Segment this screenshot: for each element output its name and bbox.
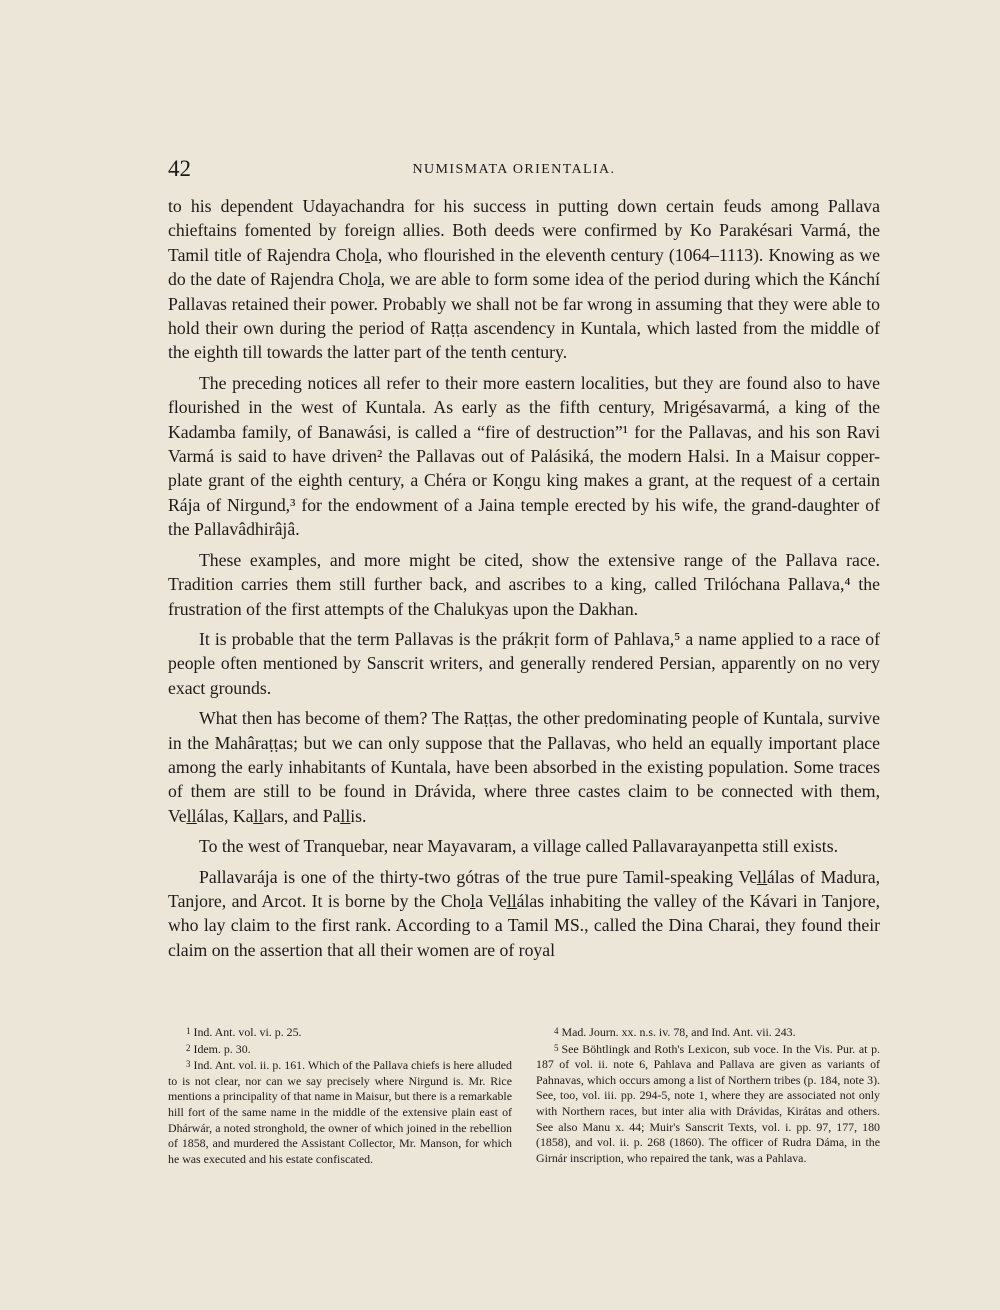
footnote-text: Mad. Journ. xx. n.s. iv. 78, and Ind. Ant. vii. 243.	[561, 1025, 796, 1039]
paragraph: to his dependent Udayachandra for his success in putting down certain feuds among Pallava chieftains fomented by foreign allies. Both deeds were confirmed by Ko Parakésari Varmá, the Tamil title of Rajendra Choḻa, who flourished in the eleventh century (1064–1113). Knowing as we do the date of Rajendra Choḻa, we are able to form some idea of the period during which the Kánchí Pallavas retained their power. Probably we shall not be far wrong in assuming that they were able to hold their own during the period of Raṭṭa ascendency in Kuntala, which lasted from the middle of the eighth till towards the latter part of the tenth century.	[168, 196, 880, 363]
footnote	[168, 1041, 512, 1058]
footnote	[168, 1024, 512, 1041]
paragraph: These examples, and more might be cited, show the extensive range of the Pallava race. Tradition carries them still further back, and ascribes to a king, called Trilóchana Pallava,⁴ the frustration of the first attempts of the Chalukyas upon the Dakhan.	[168, 549, 880, 619]
paragraph: It is probable that the term Pallavas is the prákṛit form of Pahlava,⁵ a name applied to a race of people often mentioned by Sanscrit writers, and generally rendered Persian, apparently on no very exact grounds.	[168, 628, 880, 698]
footnote	[536, 1041, 880, 1167]
paragraph: Pallavarája is one of the thirty-two gótras of the true pure Tamil-speaking Veḻḻálas of Madura, Tanjore, and Arcot. It is borne by the Choḻa Veḻḻálas inhabiting the valley of the Kávari in Tanjore, who lay claim to the first rank. According to a Tamil MS., called the Dina Charai, they found their claim on the assertion that all their women are of royal	[168, 866, 880, 960]
footnote	[168, 1057, 512, 1167]
footnote-text: Idem. p. 30.	[193, 1041, 251, 1056]
running-title: NUMISMATA ORIENTALIA.	[412, 162, 616, 177]
page-number: 42	[168, 156, 191, 181]
footnote-number: 4	[554, 1026, 559, 1036]
footnote-number: 1	[186, 1026, 191, 1036]
page-header	[168, 154, 860, 188]
paragraph: To the west of Tranquebar, near Mayavaram, a village called Pallavarayanpetta still exists.	[199, 836, 839, 857]
paragraph: The preceding notices all refer to their more eastern localities, but they are found also to have flourished in the west of Kuntala. As early as the fifth century, Mrigésavarmá, a king of the Kadamba family, of Banawási, is called a “fire of destruction”¹ for the Pallavas, and his son Ravi Varmá is said to have driven² the Pallavas out of Palásiká, the modern Halsi. In a Maisur copper-plate grant of the eighth century, a Chéra or Koṇgu king makes a grant, at the request of a certain Rája of Nirgund,³ for the endowment of a Jaina temple erected by his wife, the grand-daughter of the Pallavâdhirâjâ.	[168, 372, 880, 540]
footnote-text: Ind. Ant. vol. vi. p. 25.	[193, 1025, 302, 1039]
body-text	[168, 194, 880, 962]
footnote-text: Ind. Ant. vol. ii. p. 161. Which of the Pallava chiefs is here alluded to is not clear, nor can we say precisely where Nirgund is. Mr. Rice mentions a principality of that name in Maisur, but there is a remarkable hill fort of the same name in the middle of the extensive plain east of Dhárwár, a noted stronghold, the owner of which joined in the rebellion of 1858, and murdered the Assistant Collector, Mr. Manson, for which he was executed and his estate confiscated.	[168, 1058, 512, 1166]
footnotes-right-column	[536, 1024, 880, 1167]
footnote-text: See Böhtlingk and Roth's Lexicon, sub voce. In the Vis. Pur. at p. 187 of vol. ii. note 6, Pahlava and Pallava are given as variants of Pahnavas, which occurs among a list of Northern tribes (p. 184, note 3). See, too, vol. iii. pp. 294-5, note 1, where they are associated not only with Northern races, but inter alia with Drávidas, Kirátas and others. See also Manu x. 44; Muir's Sanscrit Texts, vol. i. pp. 97, 177, 180 (1858), and vol. ii. p. 268 (1860). The officer of Rudra Dáma, in the Girnár inscription, who repaired the tank, was a Pahlava.	[536, 1041, 880, 1165]
footnote-number: 3	[186, 1059, 191, 1070]
paragraph: What then has become of them? The Raṭṭas, the other predominating people of Kuntala, survive in the Mahâraṭṭas; but we can only suppose that the Pallavas, who held an equally important place among the early inhabitants of Kuntala, have been absorbed in the existing population. Some traces of them are still to be found in Drávida, where three castes claim to be connected with them, Veḻḻálas, Kaḻḻars, and Paḻḻis.	[168, 708, 880, 826]
footnotes-left-column	[168, 1024, 512, 1167]
footnote-number: 2	[186, 1042, 191, 1053]
footnote	[536, 1024, 880, 1041]
footnote-number: 5	[554, 1042, 559, 1053]
footnotes	[168, 1024, 880, 1167]
